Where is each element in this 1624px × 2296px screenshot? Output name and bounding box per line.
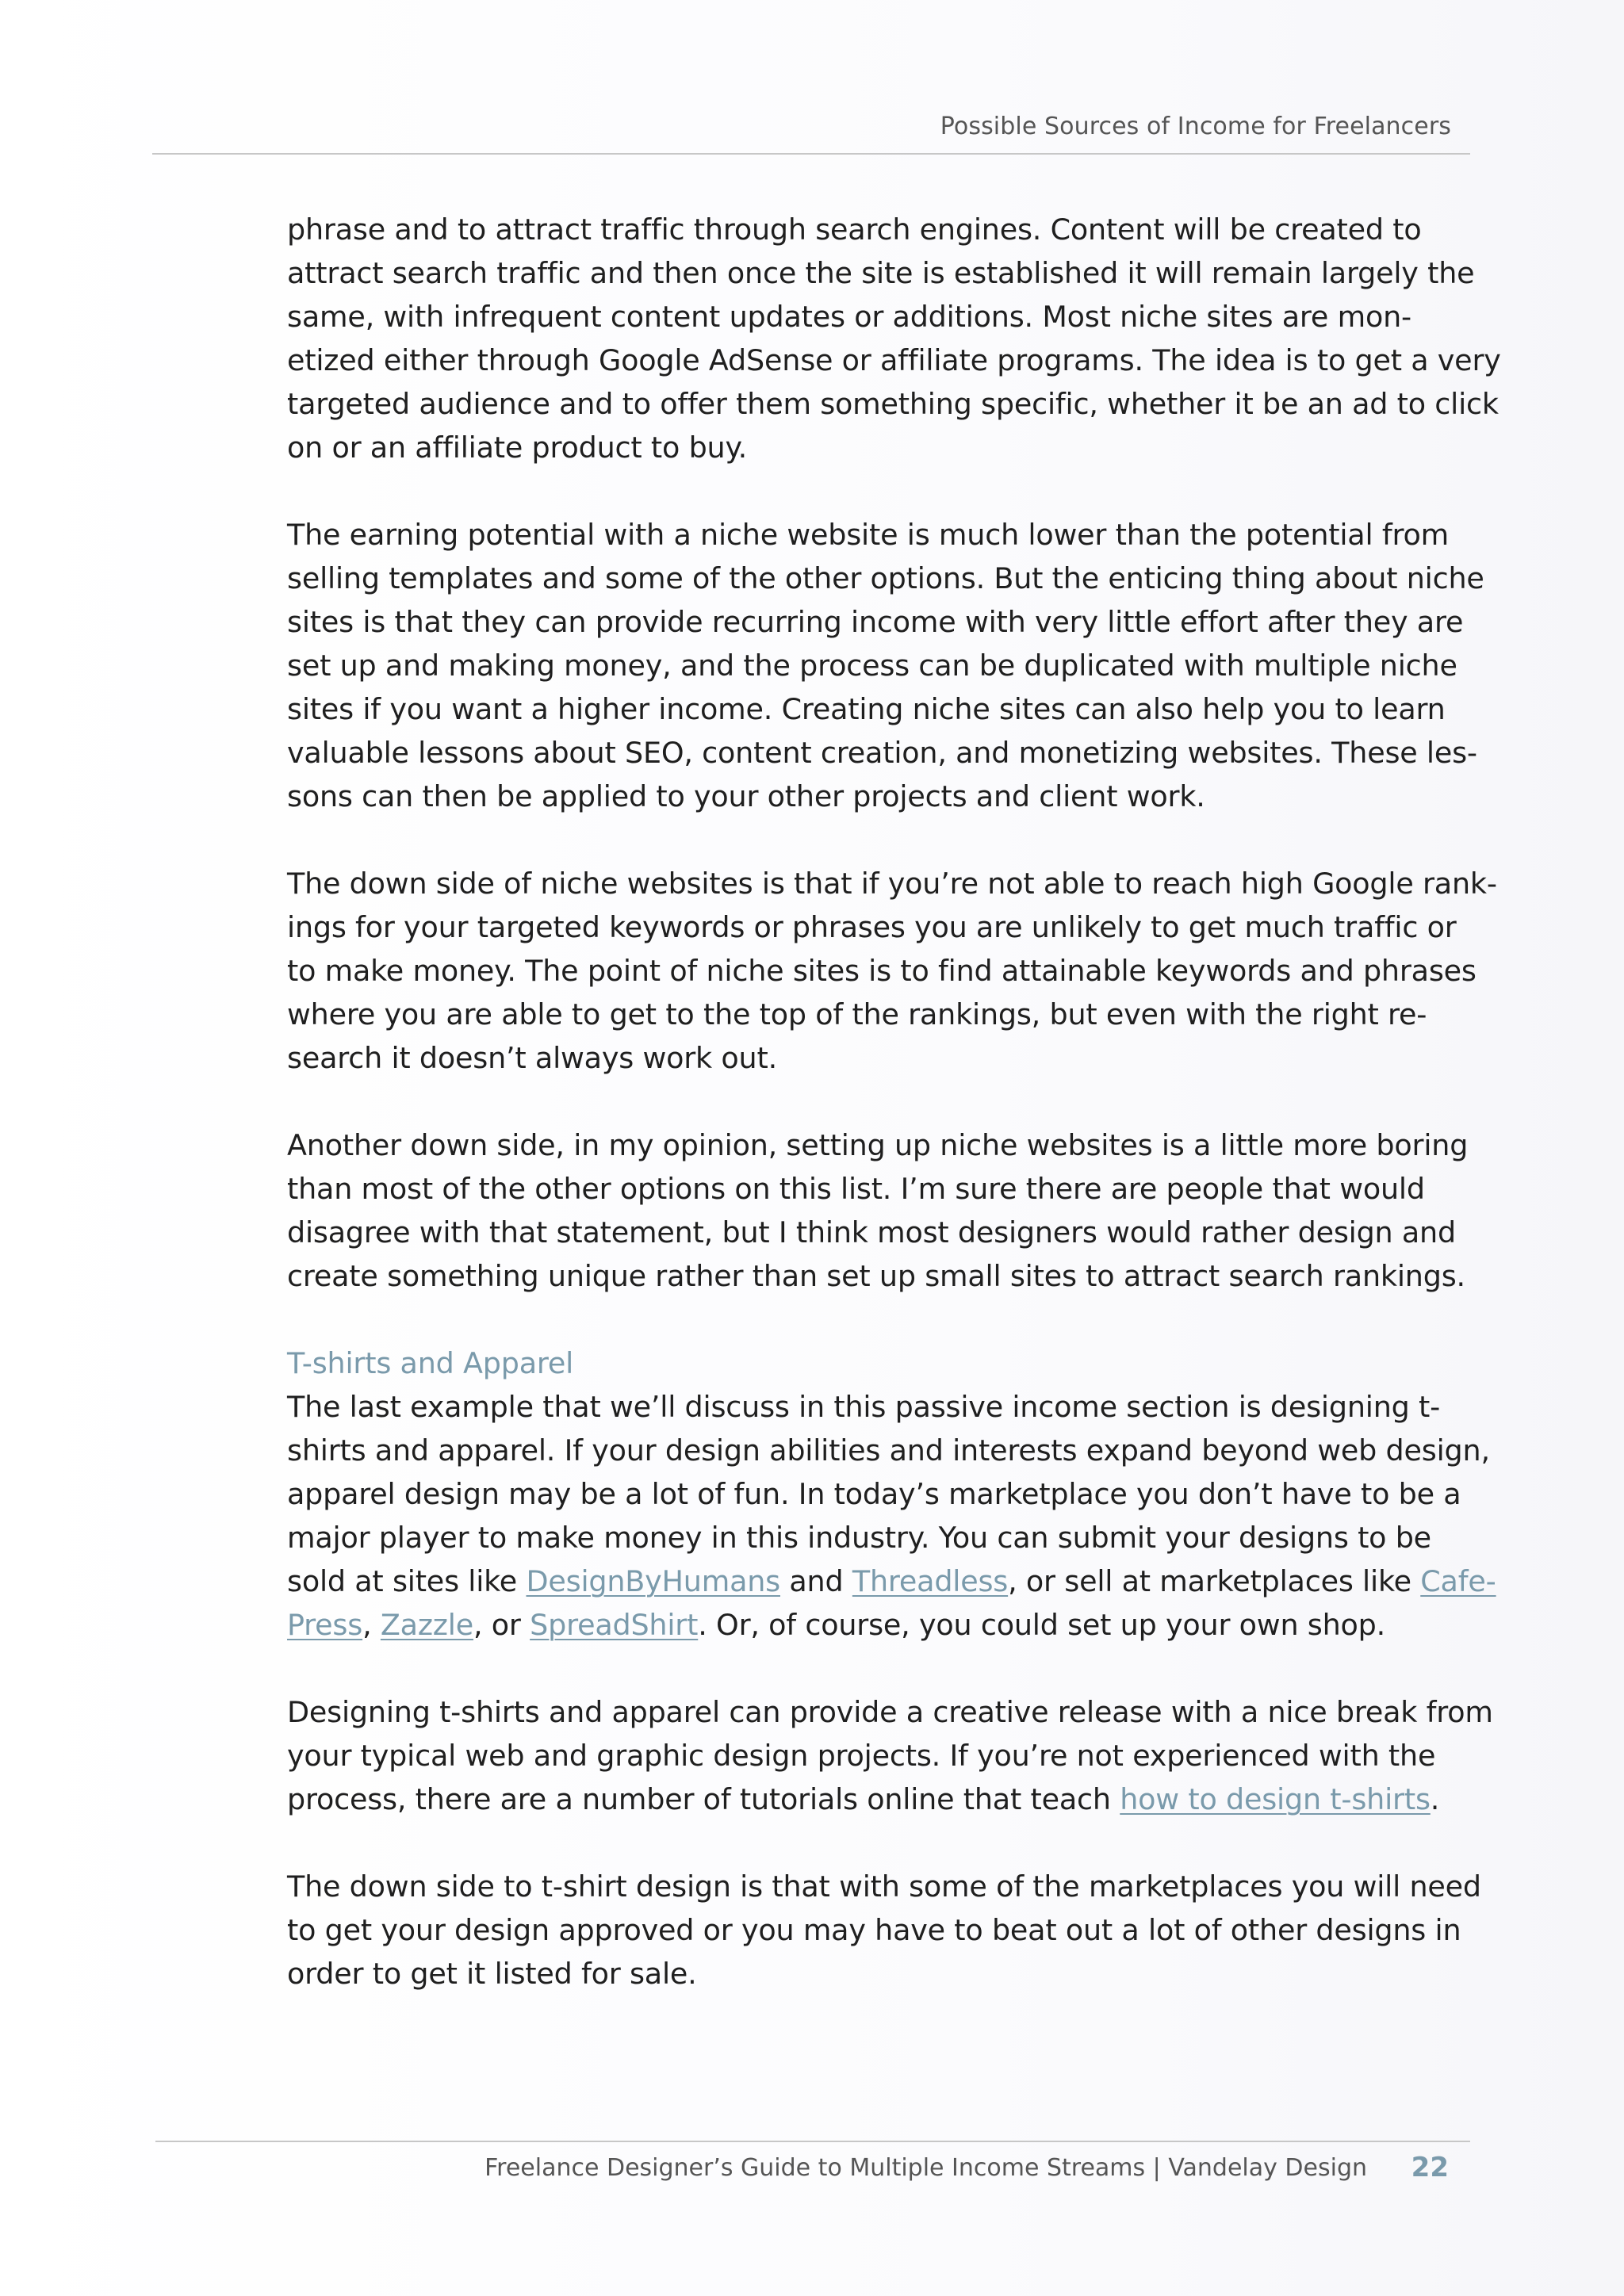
how-to-design-tshirts-link[interactable]: how to design t-shirts [1120, 1782, 1431, 1816]
text-line: phrase and to attract traffic through search engines. Content will be created to [287, 212, 1422, 247]
footer-guide-title: Freelance Designer’s Guide to Multiple Income Streams | Vandelay Design [485, 2154, 1367, 2182]
text-line: disagree with that statement, but I think most designers would rather design and [287, 1215, 1456, 1249]
text-line: The down side of niche websites is that if you’re not able to reach high Google rank- [287, 867, 1497, 901]
designbyhumans-link[interactable]: DesignByHumans [526, 1564, 780, 1598]
text-line: shirts and apparel. If your design abilities and interests expand beyond web design, [287, 1433, 1490, 1468]
text-segment: . Or, of course, you could set up your own shop. [698, 1608, 1386, 1642]
text-line: ings for your targeted keywords or phrases you are unlikely to get much traffic or [287, 910, 1457, 944]
text-line: targeted audience and to offer them something specific, whether it be an ad to click [287, 387, 1499, 421]
text-line: apparel design may be a lot of fun. In today’s marketplace you don’t have to be a [287, 1477, 1461, 1511]
paragraph-earning-potential [287, 513, 1484, 818]
text-line: search it doesn’t always work out. [287, 1041, 777, 1075]
cafepress-link[interactable]: Press [287, 1608, 363, 1642]
text-line: on or an affiliate product to buy. [287, 430, 748, 465]
text-line: to make money. The point of niche sites is to find attainable keywords and phrases [287, 954, 1477, 988]
text-line: The earning potential with a niche website is much lower than the potential from [287, 518, 1449, 552]
text-segment: process, there are a number of tutorials online that teach [287, 1782, 1120, 1816]
text-line: Designing t-shirts and apparel can provide a creative release with a nice break from [287, 1695, 1493, 1729]
text-line: The down side to t-shirt design is that with some of the marketplaces you will need [287, 1869, 1481, 1904]
text-line: same, with infrequent content updates or additions. Most niche sites are mon- [287, 300, 1411, 334]
paragraph-creative-release [287, 1690, 1493, 1821]
text-line-with-links [287, 1603, 1437, 1647]
text-line: The last example that we’ll discuss in this passive income section is designing t- [287, 1390, 1441, 1424]
header-divider [152, 153, 1470, 155]
body-text [287, 208, 1501, 2039]
text-line: Another down side, in my opinion, setting up niche websites is a little more boring [287, 1128, 1469, 1162]
text-line: sons can then be applied to your other projects and client work. [287, 779, 1205, 813]
cafepress-link[interactable]: Cafe- [1420, 1564, 1496, 1598]
text-line-with-links [287, 1559, 1496, 1603]
text-segment: , or [473, 1608, 530, 1642]
spreadshirt-link[interactable]: SpreadShirt [530, 1608, 699, 1642]
text-line: etized either through Google AdSense or affiliate programs. The idea is to get a very [287, 343, 1501, 377]
section-tshirts [287, 1341, 1496, 1647]
text-line: valuable lessons about SEO, content creation, and monetizing websites. These les- [287, 736, 1477, 770]
text-line: to get your design approved or you may have to beat out a lot of other designs in [287, 1913, 1461, 1947]
text-line: major player to make money in this industry. You can submit your designs to be [287, 1521, 1431, 1555]
text-line: than most of the other options on this list. I’m sure there are people that would [287, 1172, 1425, 1206]
text-line: your typical web and graphic design projects. If you’re not experienced with the [287, 1739, 1436, 1773]
paragraph-niche-down-side [287, 862, 1497, 1080]
text-segment: . [1430, 1782, 1440, 1816]
text-line: create something unique rather than set up small sites to attract search rankings. [287, 1259, 1465, 1293]
text-line: sites if you want a higher income. Creating niche sites can also help you to learn [287, 692, 1446, 726]
footer-divider [155, 2141, 1470, 2142]
text-segment: , or sell at marketplaces like [1008, 1564, 1421, 1598]
paragraph-tshirt-down-side [287, 1865, 1481, 1996]
running-header: Possible Sources of Income for Freelancers [940, 113, 1451, 140]
text-segment: and [779, 1564, 852, 1598]
text-segment: sold at sites like [287, 1564, 527, 1598]
text-line: attract search traffic and then once the site is established it will remain largely the [287, 256, 1475, 290]
page-number: 22 [1411, 2152, 1449, 2183]
paragraph-niche-sites-intro [287, 208, 1501, 469]
text-line: order to get it listed for sale. [287, 1957, 697, 1991]
text-line: selling templates and some of the other options. But the enticing thing about niche [287, 561, 1484, 595]
threadless-link[interactable]: Threadless [852, 1564, 1009, 1598]
text-line: set up and making money, and the process can be duplicated with multiple niche [287, 649, 1457, 683]
text-line: where you are able to get to the top of the rankings, but even with the right re- [287, 997, 1427, 1031]
zazzle-link[interactable]: Zazzle [380, 1608, 473, 1642]
text-line-with-link [287, 1777, 1440, 1821]
text-line: sites is that they can provide recurring income with very little effort after they are [287, 605, 1464, 639]
text-segment: , [362, 1608, 381, 1642]
paragraph-another-down-side [287, 1123, 1469, 1298]
section-heading: T-shirts and Apparel [287, 1346, 574, 1380]
